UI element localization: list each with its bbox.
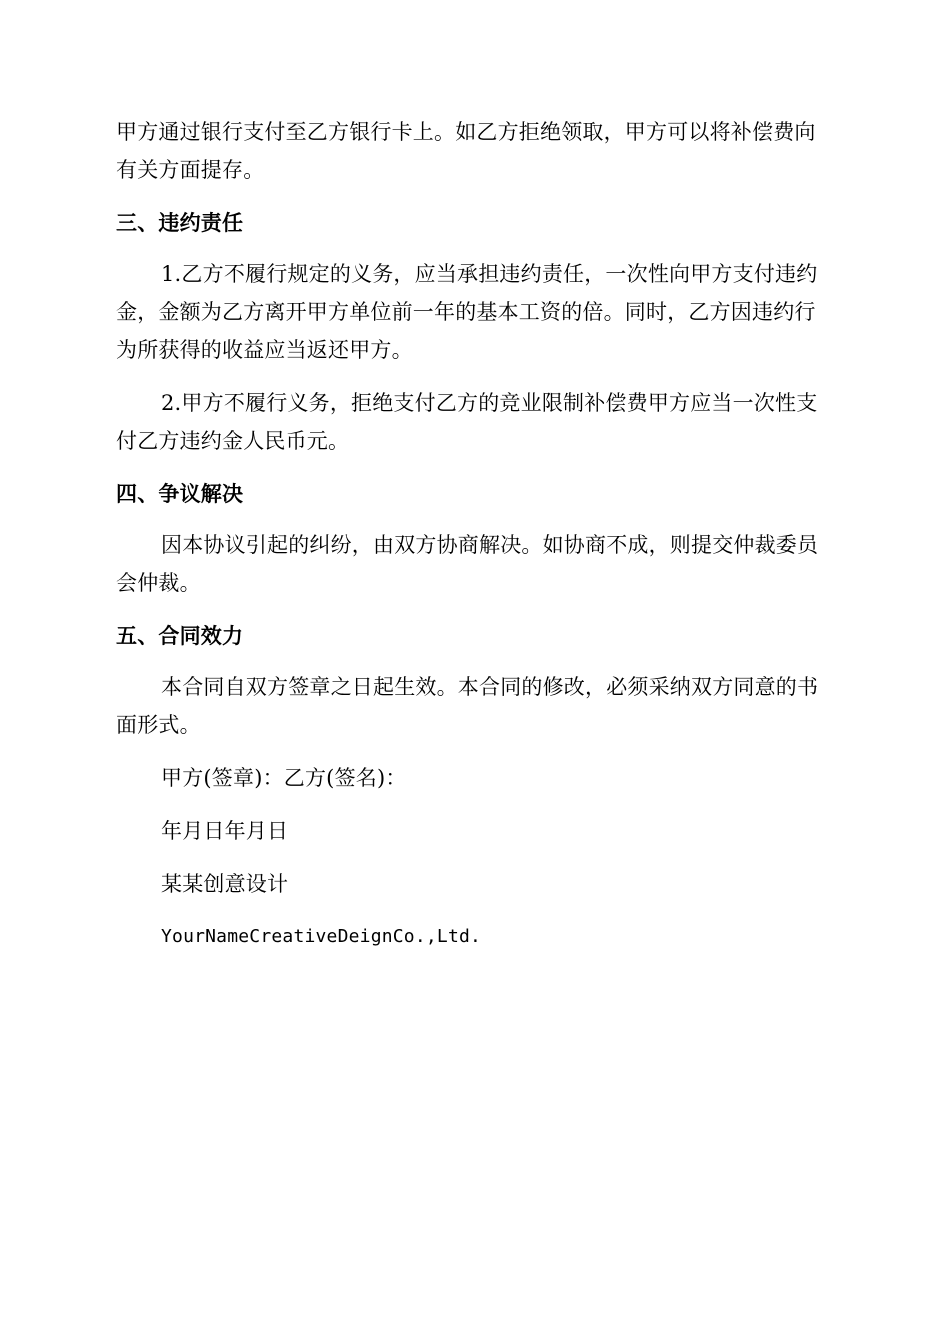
section-heading-breach-liability: 三、违约责任 xyxy=(116,211,244,235)
paragraph-dispute-resolution: 因本协议引起的纠纷，由双方协商解决。如协商不成，则提交仲裁委员会仲裁。 xyxy=(116,533,819,595)
paragraph-contract-validity: 本合同自双方签章之日起生效。本合同的修改，必须采纳双方同意的书面形式。 xyxy=(116,675,819,737)
date-line: 年月日年月日 xyxy=(161,819,289,843)
company-name-english: YourNameCreativeDeignCo.,Ltd. xyxy=(161,926,482,947)
paragraph-breach-party-b: 1.乙方不履行规定的义务，应当承担违约责任，一次性向甲方支付违约金，金额为乙方离开甲方单位前一年的基本工资的倍。同时，乙方因违约行为所获得的收益应当返还甲方。 xyxy=(116,262,818,362)
signature-line: 甲方(签章)：乙方(签名)： xyxy=(161,766,407,790)
paragraph-compensation-payment: 甲方通过银行支付至乙方银行卡上。如乙方拒绝领取，甲方可以将补偿费向有关方面提存。 xyxy=(116,120,816,182)
section-heading-dispute-resolution: 四、争议解决 xyxy=(116,482,244,506)
paragraph-breach-party-a: 2.甲方不履行义务，拒绝支付乙方的竞业限制补偿费甲方应当一次性支付乙方违约金人民币元。 xyxy=(116,391,818,453)
document-body xyxy=(116,113,834,956)
section-heading-contract-validity: 五、合同效力 xyxy=(116,624,244,648)
company-name-chinese: 某某创意设计 xyxy=(161,872,289,896)
